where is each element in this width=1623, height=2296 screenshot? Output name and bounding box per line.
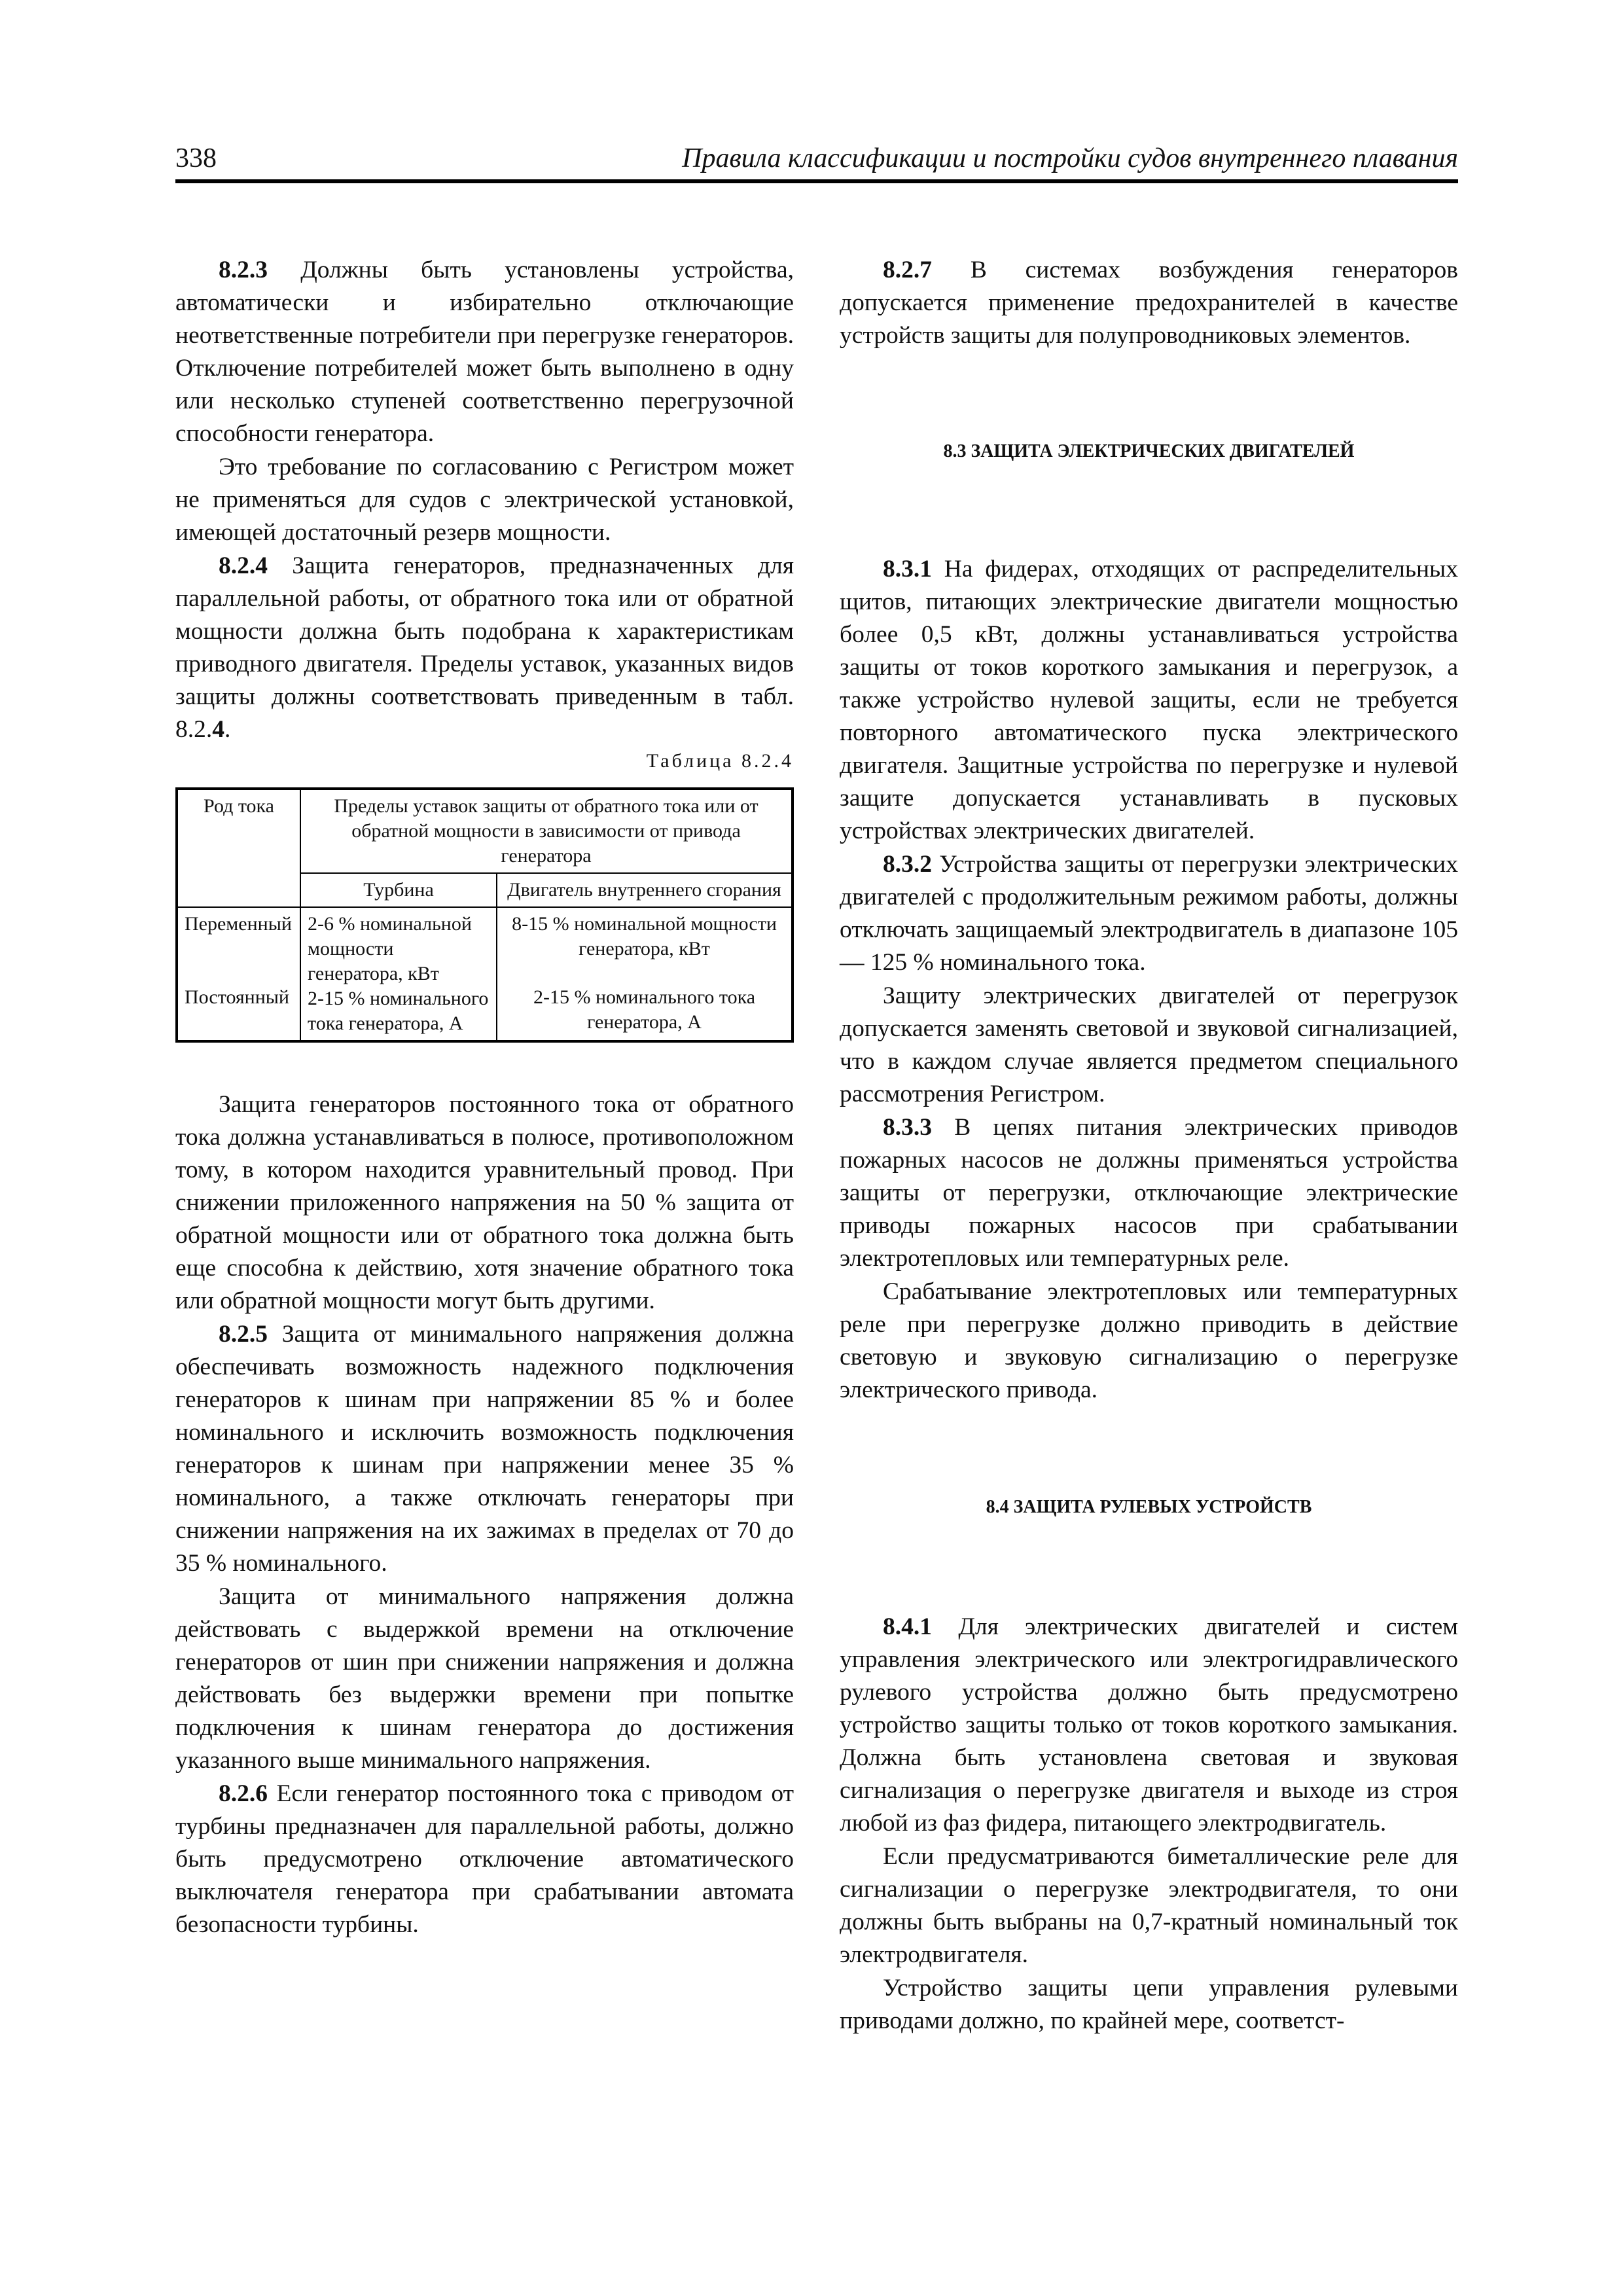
clause-number: 8.3.2 [883,851,932,878]
row-dc-engine: 2-15 % номинального тока генератора, А [533,986,756,1033]
table-ref-bold: 4 [212,716,224,743]
paragraph-8-3-3 [840,1111,1458,1275]
paragraph-8-4-1 [840,1611,1458,1840]
paragraph-text-end: . [224,716,231,743]
row-ac-type: Переменный [185,913,292,935]
paragraph-text: Если генератор постоянного тока с приводом от турбины предназначен для параллельной работы, должно быть предусмотрено отключение автоматического выключателя генератора при срабатывании автомата безопасности турбины. [175,1780,794,1938]
header-turbine: Турбина [300,873,497,907]
header-current-type: Род тока [177,789,300,907]
paragraph: Срабатывание электротепловых или температурных реле при перегрузке должно приводить в действие световую и звуковую сигнализацию о перегрузке электрического привода. [840,1278,1458,1403]
clause-number: 8.2.6 [219,1780,268,1807]
row-type-cell [177,907,300,1041]
paragraph-8-2-7 [840,254,1458,352]
turbine-cell [300,907,497,1041]
paragraph-8-3-2 [840,848,1458,979]
clause-number: 8.2.3 [219,257,268,283]
protection-table [175,787,794,1043]
clause-number: 8.2.7 [883,257,932,283]
header-engine: Двигатель внутреннего сгорания [497,873,793,907]
paragraph-text: На фидерах, отходящих от распределительных щитов, питающих электрические двигатели мощностью более 0,5 кВт, должны устанавливаться устройства защиты от токов короткого замыкания и перегрузок, а также устройство нулевой защиты, если не требуется повторного автоматического пуска электрического двигателя. Защитные устройства по перегрузке и нулевой защите допускается устанавливать в пусковых устройствах электрических двигателей. [840,556,1458,844]
paragraph-text: В цепях питания электрических приводов пожарных насосов не должны применяться устройства защиты от перегрузки, отключающие электрические приводы пожарных насосов при срабатывании электротепловых или температурных реле. [840,1114,1458,1272]
paragraph: Защиту электрических двигателей от перегрузок допускается заменять световой и звуковой сигнализацией, что в каждом случае является предметом специального рассмотрения Регистром. [840,982,1458,1107]
paragraph: Это требование по согласованию с Регистром может не применяться для судов с электрической установкой, имеющей достаточный резерв мощности. [175,454,794,546]
paragraph-8-2-4 [175,550,794,746]
paragraph-text: Должны быть установлены устройства, автоматически и избирательно отключающие неответственные потребители при перегрузке генераторов. Отключение потребителей может быть выполнено в одну или несколько ступеней соответственно перегрузочной способности генератора. [175,257,794,447]
running-title: Правила классификации и постройки судов внутреннего плавания [682,143,1458,173]
table-caption: Таблица 8.2.4 [646,750,794,772]
engine-cell [497,907,793,1041]
paragraph-8-2-6 [175,1778,794,1941]
paragraph-text: Защита генераторов, предназначенных для параллельной работы, от обратного тока или от обратной мощности должна быть подобрана к характеристикам приводного двигателя. Пределы уставок, указанных видов защиты должны соответствовать приведенным в табл. 8.2. [175,552,794,743]
paragraph-8-2-5 [175,1318,794,1580]
clause-number: 8.2.5 [219,1321,268,1348]
page-number: 338 [175,143,217,173]
paragraph-text: Для электрических двигателей и систем управления электрического или электрогидравлического рулевого устройства должно быть предусмотрено устройство защиты только от токов короткого замыкания. Должна быть установлена световая и звуковая сигнализация о перегрузке двигателя и выходе из строя любой из фаз фидера, питающего электродвигатель. [840,1613,1458,1837]
section-heading-8-4: 8.4 ЗАЩИТА РУЛЕВЫХ УСТРОЙСТВ [986,1497,1312,1517]
paragraph-8-2-3 [175,254,794,450]
paragraph: Устройство защиты цепи управления рулевыми приводами должно, по крайней мере, соответст- [840,1975,1458,2034]
clause-number: 8.3.1 [883,556,932,583]
right-column [840,254,1458,2038]
row-ac-engine: 8-15 % номинальной мощности генератора, кВт [512,913,777,960]
paragraph: Защита генераторов постоянного тока от обратного тока должна устанавливаться в полюсе, противоположном тому, в котором находится уравнительный провод. При снижении приложенного напряжения на 50 % защита от обратной мощности или от обратного тока должна быть еще способна к действию, хотя значение обратного тока или обратной мощности могут быть другими. [175,1091,794,1314]
section-heading-8-3: 8.3 ЗАЩИТА ЭЛЕКТРИЧЕСКИХ ДВИГАТЕЛЕЙ [943,441,1355,461]
paragraph-8-3-1 [840,553,1458,848]
left-column [175,254,794,1942]
row-dc-turbine: 2-15 % номинального тока генератора, А [308,988,489,1034]
paragraph-text: Защита от минимального напряжения должна обеспечивать возможность надежного подключения генераторов к шинам при напряжении 85 % и более номинального и исключить возможность подключения генераторов к шинам при напряжении менее 35 % номинального, а также отключать генераторы при снижении напряжения на их зажимах в пределах от 70 до 35 % номинального. [175,1321,794,1577]
page-header [175,143,1458,183]
paragraph: Если предусматриваются биметаллические реле для сигнализации о перегрузке электродвигателя, то они должны быть выбраны на 0,7-кратный номинальный ток электродвигателя. [840,1843,1458,1968]
clause-number: 8.3.3 [883,1114,932,1141]
row-ac-turbine: 2-6 % номинальной мощности генератора, кВт [308,913,472,984]
clause-number: 8.2.4 [219,552,268,579]
header-limits: Пределы уставок защиты от обратного тока или от обратной мощности в зависимости от привода генератора [300,789,793,873]
clause-number: 8.4.1 [883,1613,932,1640]
paragraph-text: Устройства защиты от перегрузки электрических двигателей с продолжительным режимом работы, должны отключать защищаемый электродвигатель в диапазоне 105 — 125 % номинального тока. [840,851,1458,976]
paragraph-text: В системах возбуждения генераторов допускается применение предохранителей в качестве устройств защиты для полупроводниковых элементов. [840,257,1458,349]
row-dc-type: Постоянный [185,986,289,1008]
paragraph: Защита от минимального напряжения должна действовать с выдержкой времени на отключение генераторов от шин при снижении напряжения и должна действовать без выдержки времени при попытке подключения к шинам генератора до достижения указанного выше минимального напряжения. [175,1583,794,1774]
